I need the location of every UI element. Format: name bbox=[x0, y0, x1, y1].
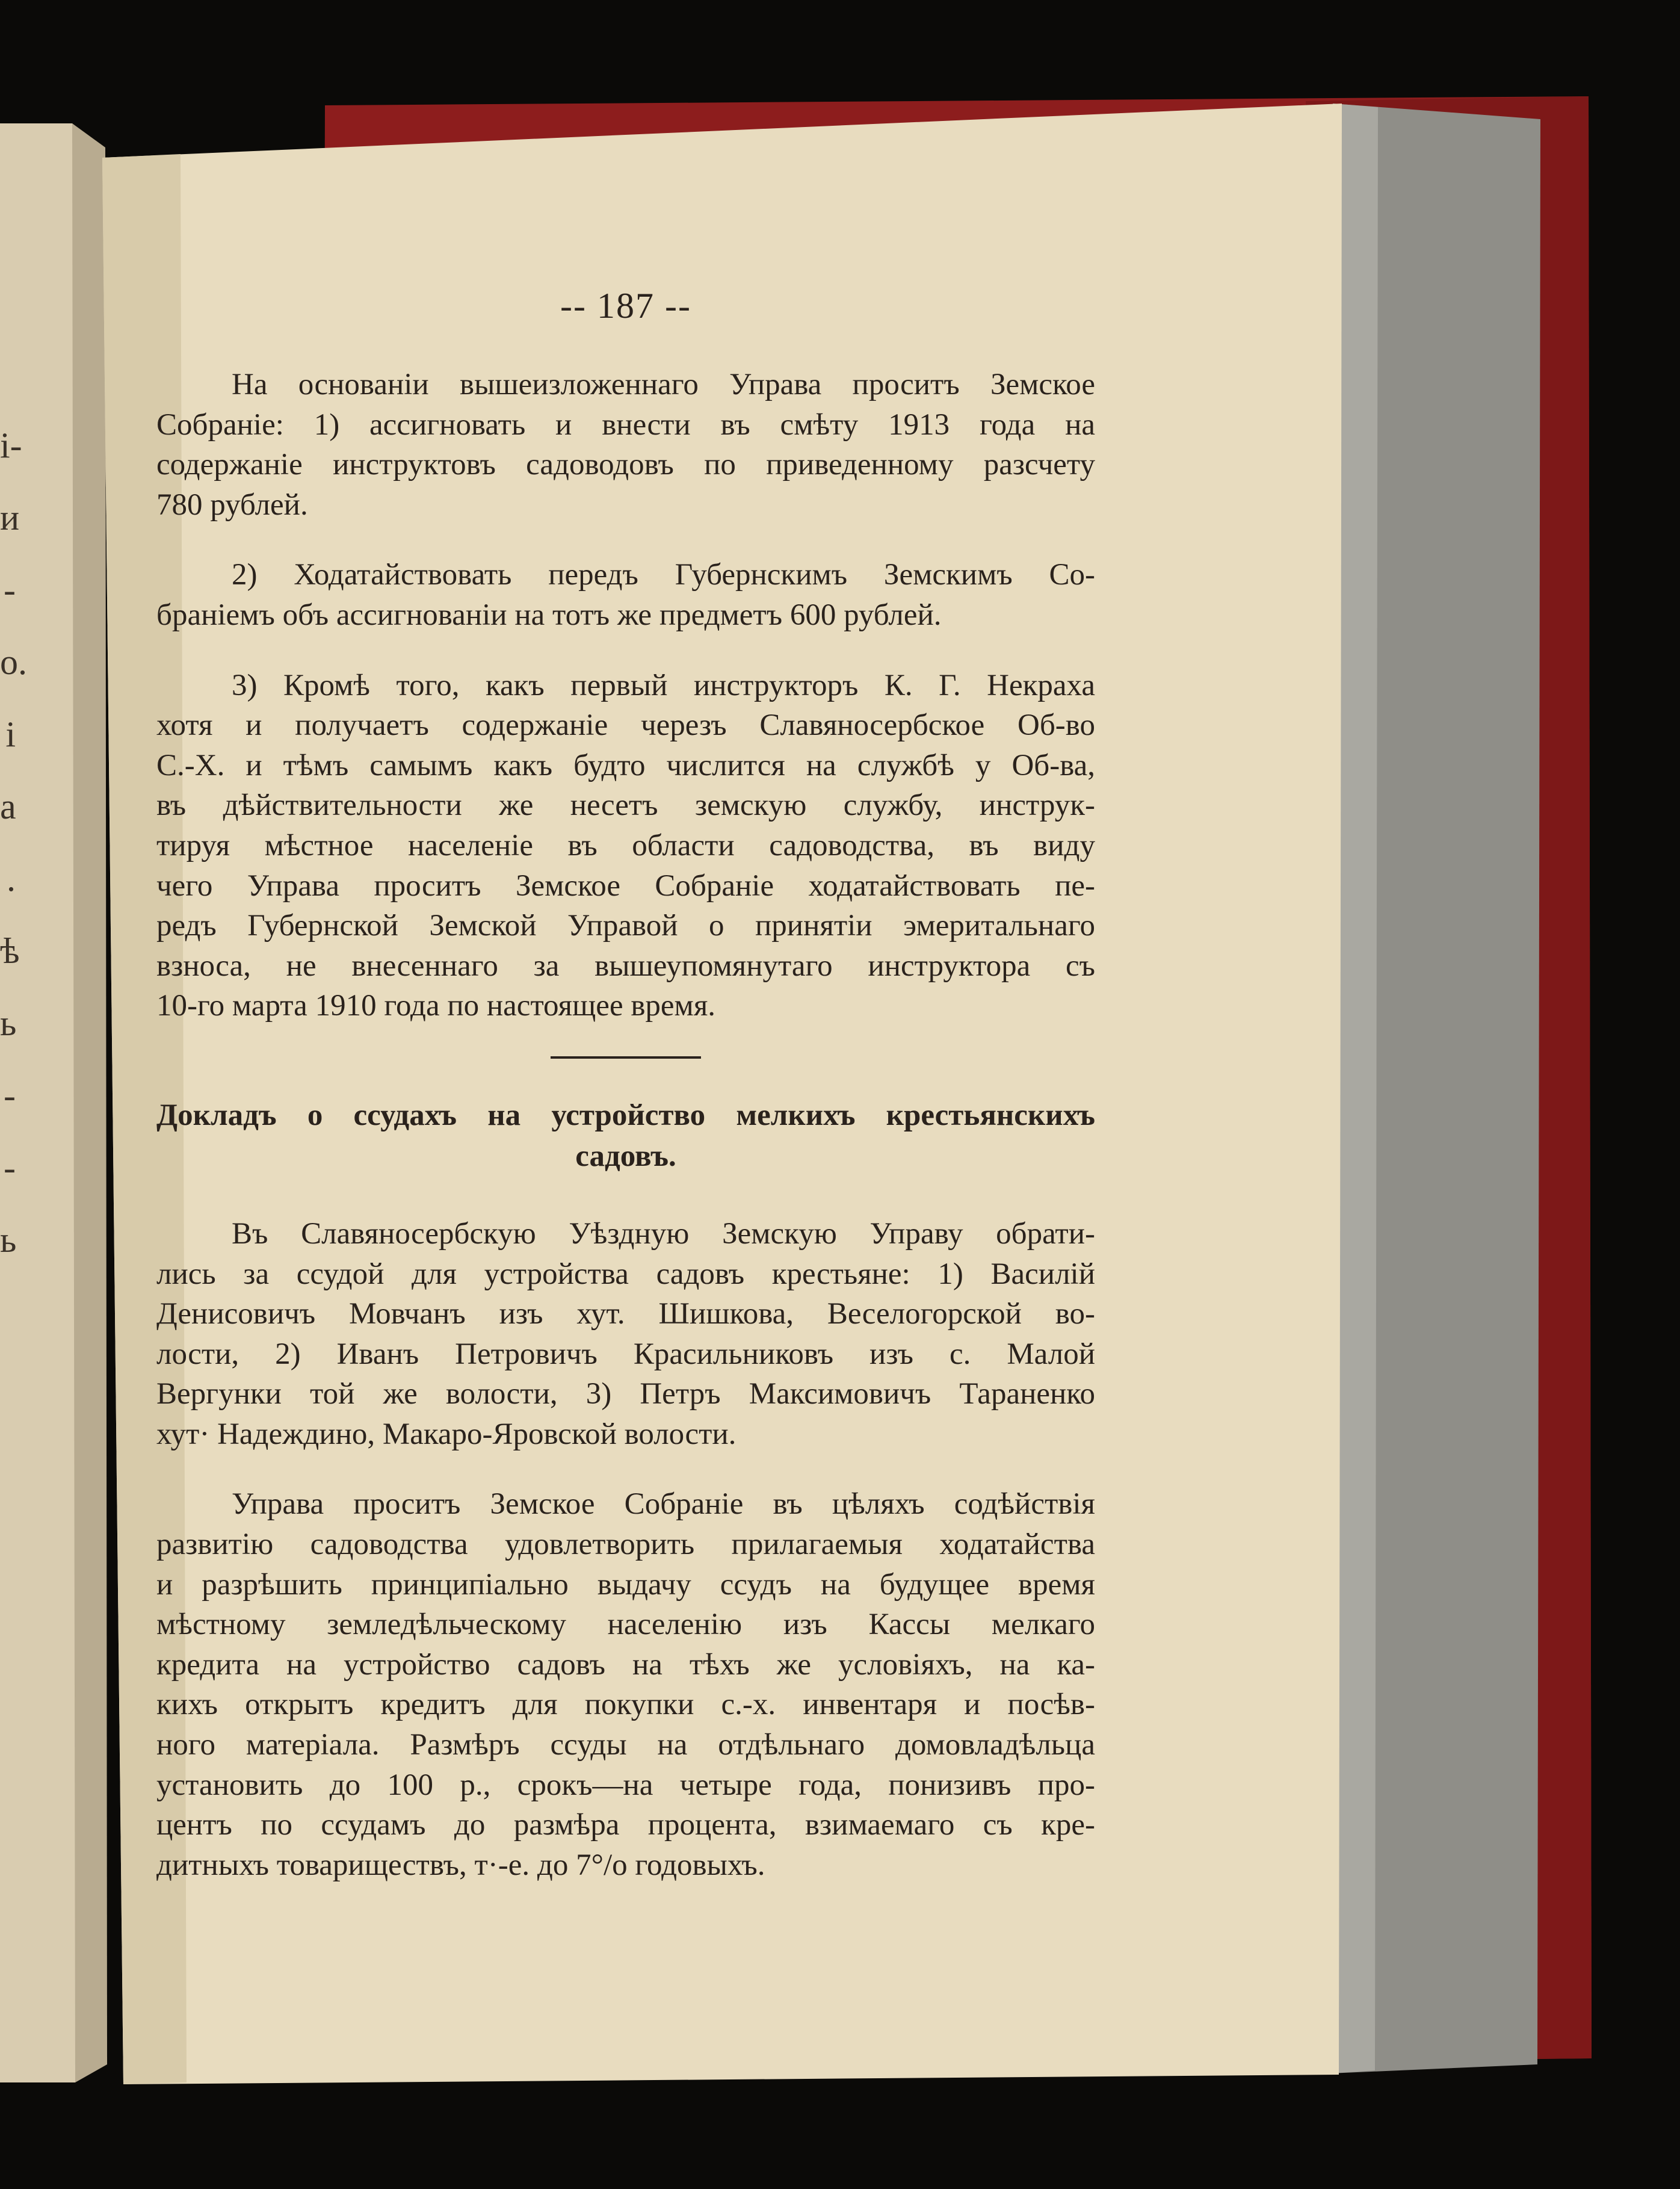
text-line: чего Управа проситъ Земское Собраніе ходатайствовать пе- bbox=[156, 868, 1095, 903]
section-divider bbox=[551, 1056, 701, 1059]
text-line: ного матеріала. Размѣръ ссуды на отдѣльнаго домовладѣльца bbox=[156, 1728, 1095, 1762]
text-line: 3) Кромѣ того, какъ первый инструкторъ К. Г. Некраха bbox=[232, 668, 1095, 702]
paragraph-item-3 bbox=[156, 666, 1095, 1026]
edge-fragment: - bbox=[4, 1148, 16, 1187]
text-line: установить до 100 р., срокъ—на четыре года, понизивъ про- bbox=[156, 1768, 1095, 1802]
text-line: лости, 2) Иванъ Петровичъ Красильниковъ изъ с. Малой bbox=[156, 1337, 1095, 1371]
text-line: тируя мѣстное населеніе въ области садоводства, въ виду bbox=[156, 828, 1095, 862]
edge-fragment: ь bbox=[0, 1220, 17, 1260]
text-line: Въ Славяносербскую Уѣздную Земскую Управу обрати- bbox=[232, 1216, 1095, 1251]
edge-fragment: - bbox=[4, 570, 16, 610]
text-line: мѣстному земледѣльческому населенію изъ Кассы мелкаго bbox=[156, 1608, 1095, 1642]
text-line: хотя и получаетъ содержаніе черезъ Славяносербское Об-во bbox=[156, 708, 1095, 743]
text-line: На основаніи вышеизложеннаго Управа проситъ Земское bbox=[232, 368, 1095, 401]
text-line: развитію садоводства удовлетворить прилагаемыя ходатайства bbox=[156, 1528, 1095, 1562]
text-line: Вергунки той же волости, 3) Петръ Максимовичъ Тараненко bbox=[156, 1377, 1095, 1411]
edge-fragment: а bbox=[0, 787, 16, 826]
text-line: дитныхъ товариществъ, т·-е. до 7°/о годовыхъ. bbox=[156, 1848, 765, 1882]
page-body bbox=[156, 283, 1095, 1915]
edge-fragment: и bbox=[0, 498, 20, 537]
text-line: редъ Губернской Земской Управой о принятіи эмеритальнаго bbox=[156, 909, 1095, 943]
text-line: 10-го марта 1910 года по настоящее время. bbox=[156, 989, 716, 1023]
edge-fragment: ь bbox=[0, 1003, 17, 1043]
text-line: взноса, не внесеннаго за вышеупомянутаго инструктора съ bbox=[156, 949, 1095, 983]
paragraph-proposal bbox=[156, 1484, 1095, 1885]
edge-fragment: о. bbox=[0, 642, 27, 682]
text-line: содержаніе инструктовъ садоводовъ по приведенному разсчету bbox=[156, 448, 1095, 482]
edge-fragment: - bbox=[4, 1076, 16, 1115]
heading-line: садовъ. bbox=[575, 1139, 676, 1173]
text-line: 2) Ходатайствовать передъ Губернскимъ Земскимъ Со- bbox=[232, 558, 1095, 592]
edge-fragment: ѣ bbox=[0, 931, 20, 971]
section-heading bbox=[156, 1095, 1095, 1177]
left-page-edge-fragments bbox=[0, 409, 27, 1276]
page-number: -- 187 -- bbox=[560, 286, 691, 326]
text-line: Собраніе: 1) ассигновать и внести въ смѣту 1913 года на bbox=[156, 407, 1095, 442]
text-line: кихъ открытъ кредитъ для покупки с.-х. инвентаря и посѣв- bbox=[156, 1688, 1095, 1722]
text-line: кредита на устройство садовъ на тѣхъ же условіяхъ, на ка- bbox=[156, 1647, 1095, 1682]
paragraph-applicants bbox=[156, 1214, 1095, 1455]
text-line: Денисовичъ Мовчанъ изъ хут. Шишкова, Веселогорской во- bbox=[156, 1297, 1095, 1331]
paragraph-request bbox=[156, 365, 1095, 525]
paragraph-item-2 bbox=[156, 555, 1095, 635]
text-line: лись за ссудой для устройства садовъ крестьяне: 1) Василій bbox=[156, 1257, 1095, 1291]
text-line: въ дѣйствительности же несетъ земскую службу, инструк- bbox=[156, 788, 1095, 823]
text-line: хут· Надеждино, Макаро-Яровской волости. bbox=[156, 1417, 737, 1451]
edge-fragment: і bbox=[5, 714, 16, 754]
edge-fragment: . bbox=[7, 859, 16, 899]
text-line: браніемъ объ ассигнованіи на тотъ же предметъ 600 рублей. bbox=[156, 598, 942, 632]
text-line: 780 рублей. bbox=[156, 488, 308, 522]
text-line: центъ по ссудамъ до размѣра процента, взимаемаго съ кре- bbox=[156, 1808, 1095, 1842]
text-line: Управа проситъ Земское Собраніе въ цѣляхъ содѣйствія bbox=[232, 1487, 1095, 1522]
text-line: С.-Х. и тѣмъ самымъ какъ будто числится на службѣ у Об-ва, bbox=[156, 748, 1095, 782]
heading-line: Докладъ о ссудахъ на устройство мелкихъ крестьянскихъ bbox=[156, 1098, 1095, 1132]
text-line: и разрѣшить принципіально выдачу ссудъ на будущее время bbox=[156, 1567, 1095, 1602]
edge-fragment: і- bbox=[0, 426, 22, 465]
